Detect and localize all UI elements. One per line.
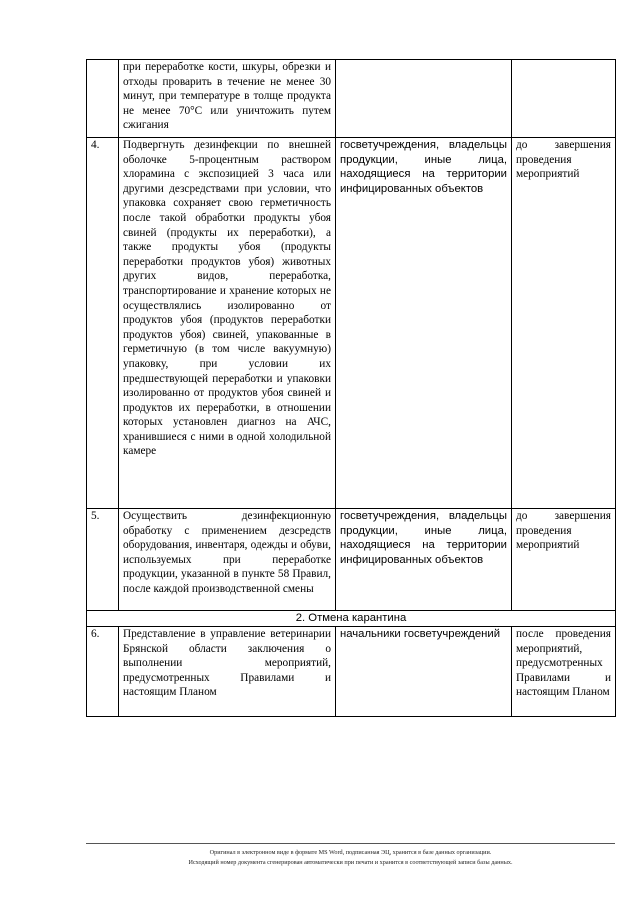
row-number: 6.: [87, 627, 119, 717]
term-cell: до завершения проведения мероприятий: [512, 138, 616, 509]
term-cell: [512, 60, 616, 138]
section-row: [87, 611, 616, 627]
page-footer: [86, 843, 615, 868]
table-row: [87, 627, 616, 717]
executor-cell: [336, 60, 512, 138]
table-row: [87, 138, 616, 509]
action-cell: Осуществить дезинфекционную обработку с применением дезсредств оборудования, инвентаря, одежды и обуви, используемых при переработке продукции, указанной в пункте 58 Правил, после каждой производственной смены: [119, 509, 336, 611]
footer-note-number: Исходящий номер документа сгенерирован автоматически при печати и хранится в соответствующей записи базы данных.: [188, 859, 513, 866]
table-row: [87, 509, 616, 611]
row-number: 4.: [87, 138, 119, 509]
table-row: [87, 60, 616, 138]
row-number: 5.: [87, 509, 119, 611]
row-number: [87, 60, 119, 138]
action-cell: Подвергнуть дезинфекции по внешней оболочке 5-процентным раствором хлорамина с экспозицией 3 часа или другими дезсредствами при условии, что упаковка сохраняет свою герметичность после такой обработки продукты убоя свиней (продукты их переработки), а также продукты убоя (продукты переработки продуктов убоя) животных других видов, переработка, транспортирование и хранение которых не осуществлялись изолированно от продуктов убоя (продуктов переработки продуктов убоя) свиней, упакованные в герметичную (в том числе вакуумную) упаковку, при условии их предшествующей переработки и упаковки изолированно от продуктов убоя свиней и продуктов их переработки, в отношении которых установлен диагноз на АЧС, хранившиеся с ними в одной холодильной камере: [119, 138, 336, 509]
executor-cell: начальники госветучреждений: [336, 627, 512, 717]
action-cell: при переработке кости, шкуры, обрезки и отходы проварить в течение не менее 30 минут, при температуре в толще продукта не менее 70°С или уничтожить путем сжигания: [119, 60, 336, 138]
term-cell: после проведения мероприятий, предусмотренных Правилами и настоящим Планом: [512, 627, 616, 717]
term-cell: до завершения проведения мероприятий: [512, 509, 616, 611]
executor-cell: госветучреждения, владельцы продукции, иные лица, находящиеся на территории инфицированных объектов: [336, 138, 512, 509]
action-cell: Представление в управление ветеринарии Брянской области заключения о выполнении мероприятий, предусмотренных Правилами и настоящим Планом: [119, 627, 336, 717]
plan-table: [86, 59, 616, 717]
section-title: 2. Отмена карантина: [87, 611, 616, 627]
executor-cell: госветучреждения, владельцы продукции, иные лица, находящиеся на территории инфицированных объектов: [336, 509, 512, 611]
footer-note-original: Оригинал в электронном виде в формате MS Word, подписанная ЭЦ, хранится в базе данных организации.: [209, 849, 492, 856]
